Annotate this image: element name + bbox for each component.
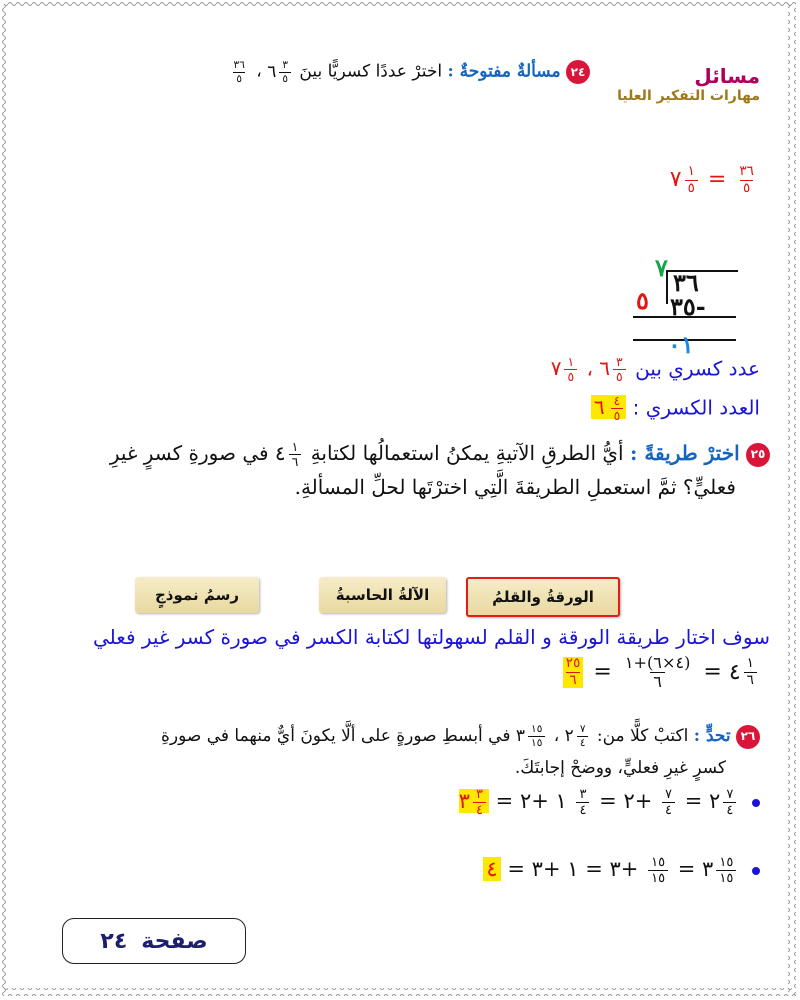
q24-answer-label: العدد الكسري : [632,395,760,420]
q24-answer: العدد الكسري : $\frac{٤}{٥}$ ٦ [480,395,760,423]
q26-result-2: ٤ [483,857,500,881]
division-remainder: ٠١ [668,330,694,359]
bullet-icon [752,799,760,807]
division-line [633,316,736,318]
q25-answer-text: سوف اختار طريقة الورقة و القلم لسهولتها لكتابة الكسر في صورة كسر غير فعلي [93,625,770,649]
q25-result: $\frac{٢٥}{٦}$ [563,657,584,687]
q24-title: مسألةٌ مفتوحةٌ : [447,61,561,82]
q24-bound-high: $\frac{٣٦}{٥}$ [233,59,245,85]
q25-prompt: ٢٥ اخترْ طريقةً : أيُّ الطرقِ الآتيةِ يمكنُ استعمالُها لكتابةِ $\frac{١}{٦}$ ٤ في صورةِ كسرٍ غيرِ فعليٍّ؟ ثمَّ استعملِ الطريقةَ الَّتِي اخترْتَها لحلِّ المسألةِ. [40,436,770,504]
division-divisor: ٥ [636,286,649,315]
page-number-box [62,918,246,964]
q24-answer-value: $\frac{٤}{٥}$ [608,395,627,419]
q26-number-badge: ٢٦ [736,725,760,749]
q26-prompt: ٢٦ تحدٍّ : اكتبْ كلًّا من: $\frac{٧}{٤}$ ٢ ، $\frac{١٥}{١٥}$ ٣ في أبسطِ صورةٍ على ألَّا يكونَ أيٌّ منهما في صورةِ كسرٍ غيرِ فعليٍّ، ووضحْ إجابتَكَ. [40,720,760,785]
q24-equation: $\frac{٣٦}{٥}$ = $\frac{١}{٥}$ ٧ [669,163,754,196]
q25-title: اخترْ طريقةً : [629,441,740,465]
q25-calculation: $\frac{١}{٦}$ ٤ = $\frac{(٤\times ٦)+١}{٦}$ = $\frac{٢٥}{٦}$ [420,655,760,690]
q26-solution-line-2: $\frac{١٥}{١٥}$ ٣ = $\frac{١٥}{١٥}$ +٣ = ١ +٣ = ٤ [360,856,760,885]
section-header [600,64,760,104]
section-title: مسائل [694,64,760,88]
division-dividend: ٣٦ [673,268,699,297]
q24-prompt: ٢٤ مسألةٌ مفتوحةٌ : اخترْ عددًا كسريًّا بينَ $\frac{٣}{٥}$ ٦ ، $\frac{٣٦}{٥}$ [150,60,590,84]
division-subtract: ٣٥- [670,292,706,321]
page-label: صفحة [141,928,208,954]
q24-prompt-text: اخترْ عددًا كسريًّا بينَ [299,61,443,82]
section-subtitle: مهارات التفكير العليا [617,88,760,104]
q26-title: تحدٍّ : [693,726,731,746]
option-calculator[interactable]: الآلةُ الحاسبةُ [319,577,446,613]
q26-result-1: $\frac{٣}{٤}$ ٣ [459,789,489,813]
q24-bound-low: $\frac{٣}{٥}$ ٦ [262,62,294,82]
option-paper-pencil[interactable]: الورقةُ والقلمُ [466,577,620,617]
option-draw-model[interactable]: رسمُ نموذجٍ [135,577,259,613]
division-quotient: ٧ [655,253,668,282]
q24-range: عدد كسري بين $\frac{٣}{٥}$ ٦ ، $\frac{١}{٥}$ ٧ [550,354,760,385]
q26-solution-line-1: $\frac{٧}{٤}$ ٢ = $\frac{٧}{٤}$ +٢ = $\frac{٣}{٤}$ ١ +٢ = $\frac{٣}{٤}$ ٣ [360,788,760,817]
q24-number-badge: ٢٤ [566,60,590,84]
bullet-icon [752,867,760,875]
q25-number-badge: ٢٥ [746,443,770,467]
page-number: ٢٤ [100,928,128,954]
